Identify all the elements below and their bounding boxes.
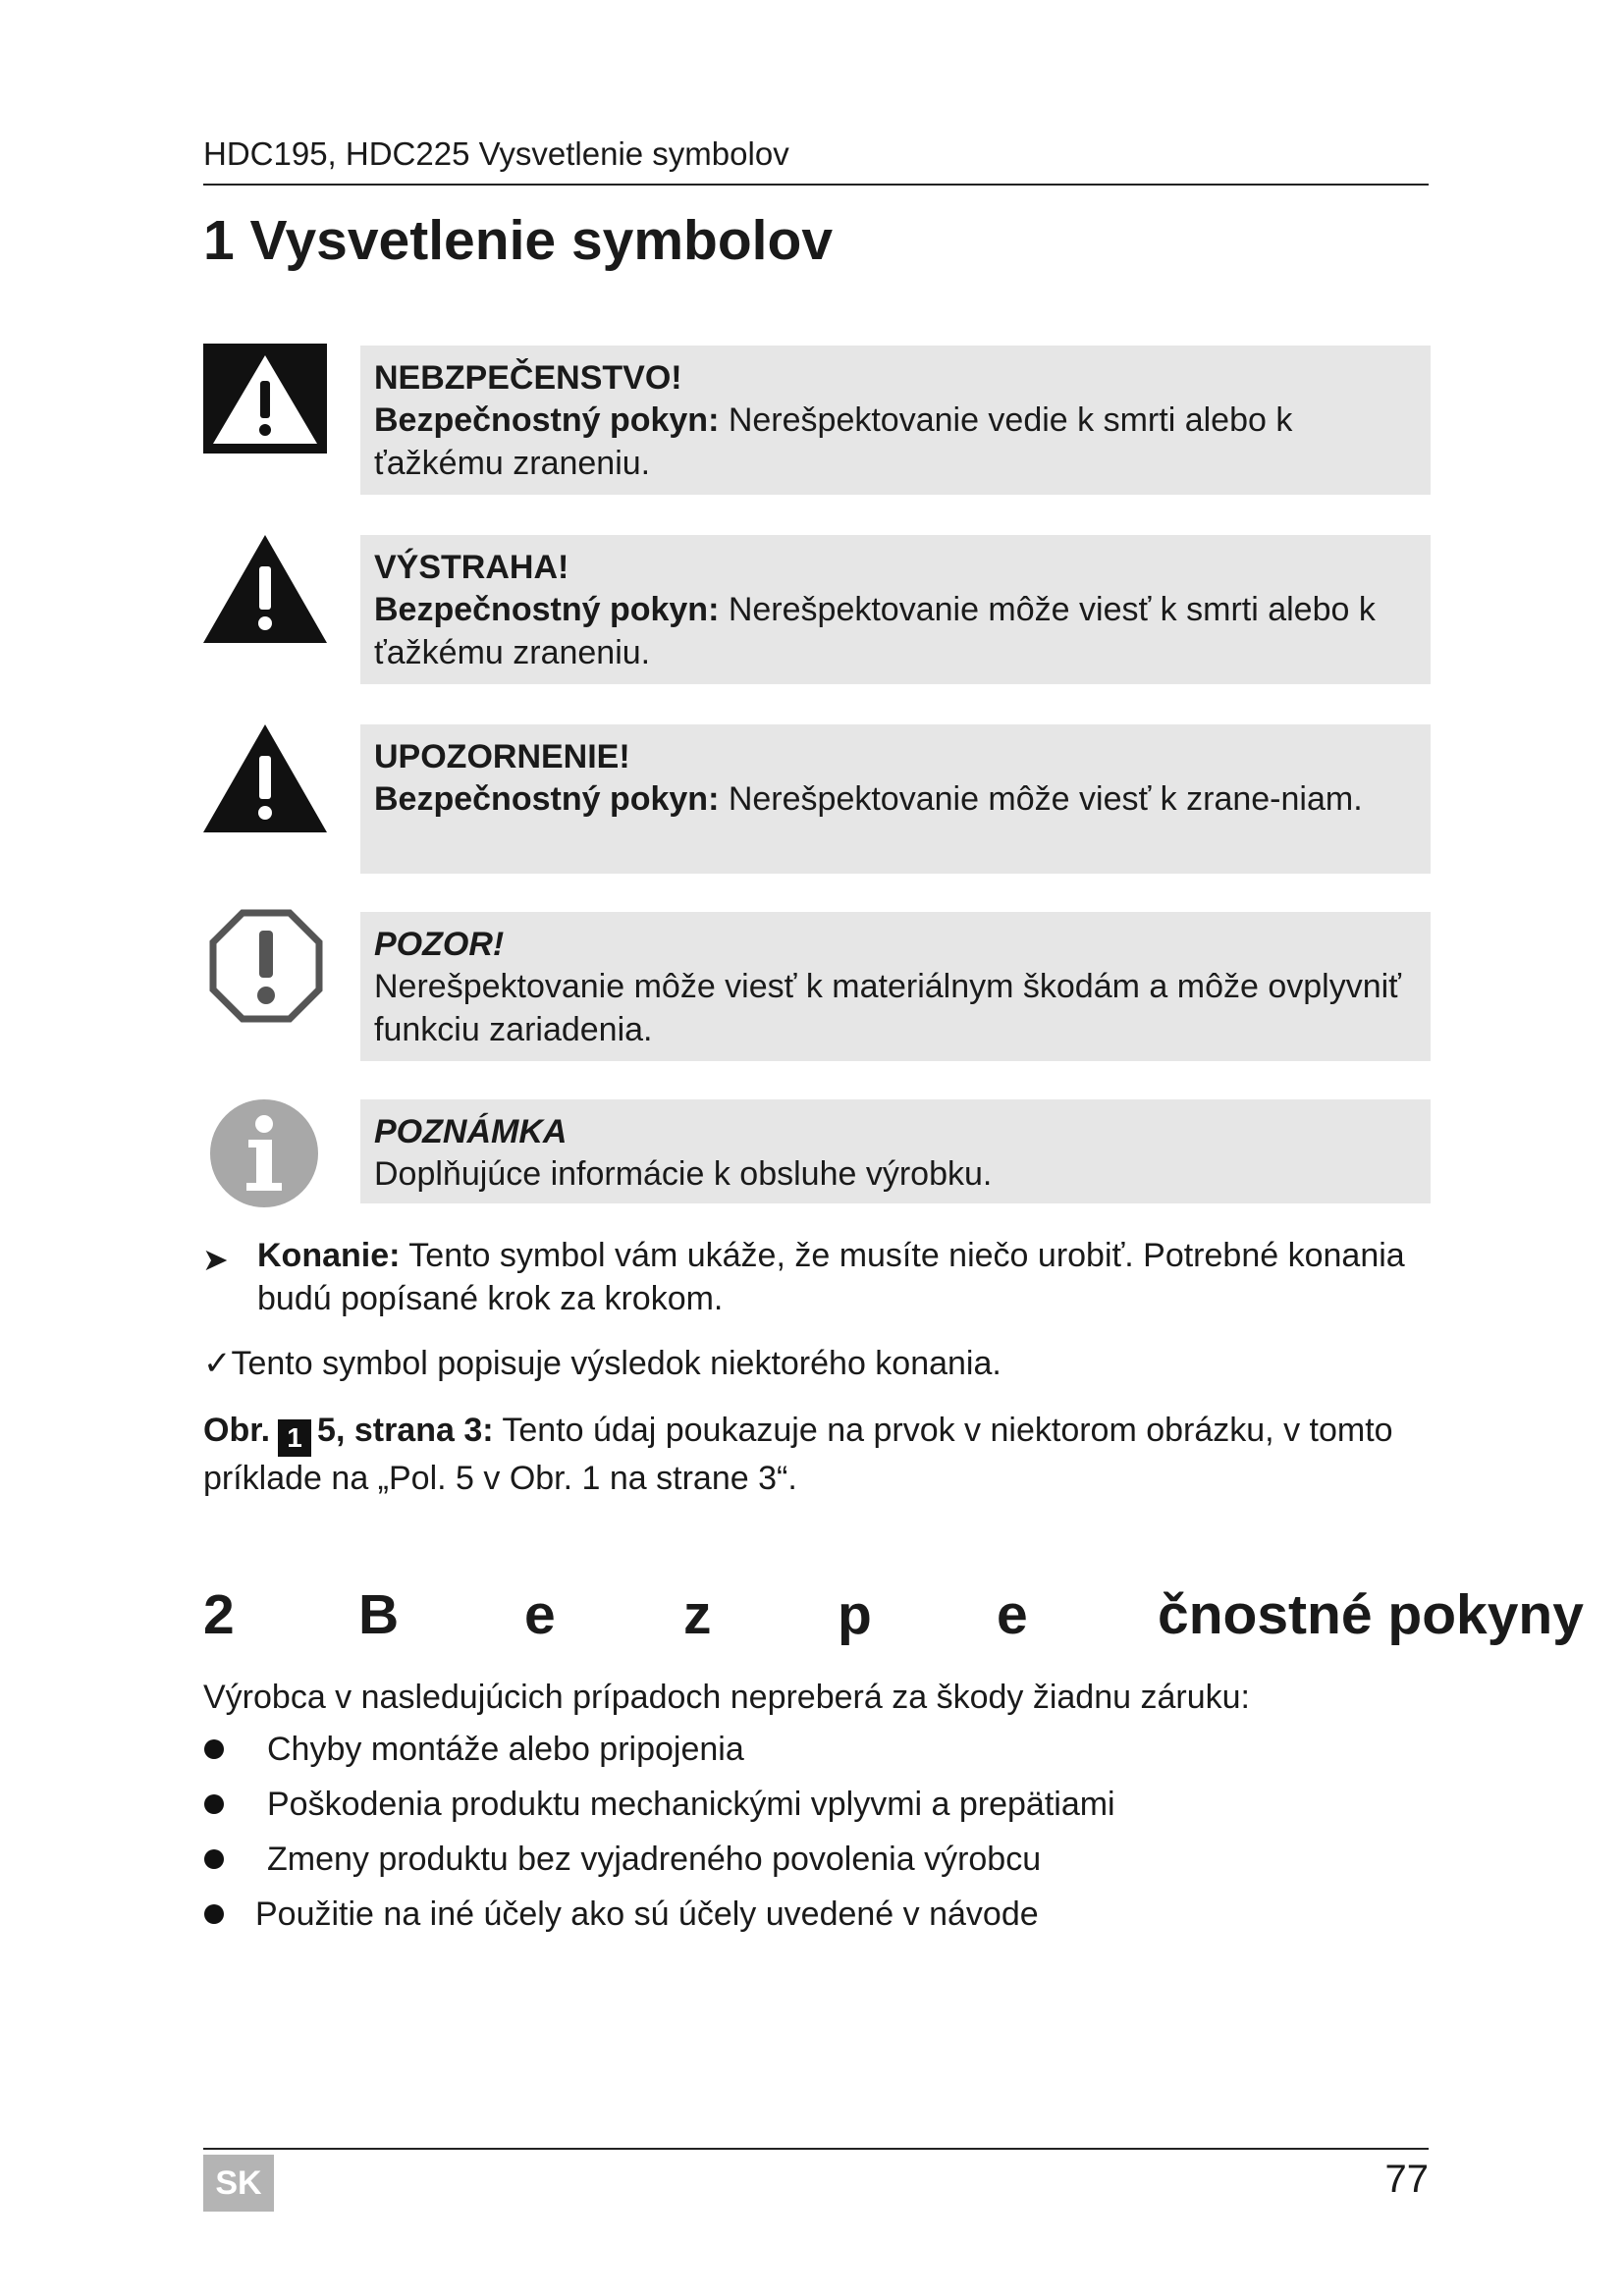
- notice-text: [374, 588, 1417, 674]
- header-rule: [203, 184, 1429, 186]
- section-2-title-part: B: [358, 1583, 400, 1646]
- bullet-item: Chyby montáže alebo pripojenia: [267, 1731, 744, 1768]
- action-label: Konanie:: [257, 1237, 401, 1274]
- notice-title: VÝSTRAHA!: [374, 549, 569, 586]
- bullet-item: Použitie na iné účely ako sú účely uvedené v návode: [255, 1896, 1039, 1933]
- figure-ref-text: Tento údaj poukazuje na prvok v niektorom obrázku, v tomto príklade na „Pol. 5 v Obr. 1 na strane 3“.: [203, 1412, 1393, 1497]
- action-text: Tento symbol vám ukáže, že musíte niečo urobiť. Potrebné konania budú popísané krok za krokom.: [257, 1237, 1405, 1317]
- bullet-dot: [204, 1739, 224, 1759]
- page-number: 77: [1384, 2158, 1429, 2201]
- notice-text: [374, 399, 1417, 485]
- action-paragraph: [257, 1234, 1416, 1320]
- notice-info: [360, 1099, 1431, 1203]
- danger-warning-triangle-boxed-icon: [203, 344, 329, 457]
- notice-label: Bezpečnostný pokyn:: [374, 401, 720, 439]
- notice-caution: [360, 724, 1431, 874]
- section-title: 1 Vysvetlenie symbolov: [203, 209, 834, 272]
- section-2-title-part: 2: [203, 1583, 235, 1646]
- notice-warning: [360, 535, 1431, 684]
- notice-body: Doplňujúce informácie k obsluhe výrobku.: [374, 1155, 993, 1193]
- section-2-title-part: z: [683, 1583, 712, 1646]
- result-paragraph: ✓Tento symbol popisuje výsledok niektorého konania.: [203, 1345, 1001, 1382]
- section-2-title: [203, 1582, 1624, 1651]
- notice-label: Bezpečnostný pokyn:: [374, 780, 720, 818]
- notice-title: NEBZPEČENSTVO!: [374, 359, 682, 397]
- caution-triangle-icon: [203, 722, 329, 836]
- notice-label: Bezpečnostný pokyn:: [374, 591, 720, 628]
- action-arrow-icon: ➤: [202, 1242, 229, 1277]
- bullet-item: Poškodenia produktu mechanickými vplyvmi a prepätiami: [267, 1786, 1115, 1823]
- figure-ref-label: Obr.: [203, 1412, 271, 1449]
- section-2-title-part: čnostné pokyny: [1158, 1583, 1584, 1646]
- section-2-title-part: e: [524, 1583, 556, 1646]
- notice-title: POZNÁMKA: [374, 1113, 568, 1150]
- footer-rule: [203, 2148, 1429, 2150]
- notice-title: UPOZORNENIE!: [374, 738, 630, 775]
- figure-number-badge: 1: [278, 1419, 311, 1457]
- section-2-title-part: e: [997, 1583, 1028, 1646]
- notice-attention: [360, 912, 1431, 1061]
- notice-body: Nerešpektovanie môže viesť k zrane-niam.: [719, 780, 1363, 818]
- bullet-dot: [204, 1904, 224, 1924]
- running-header: HDC195, HDC225 Vysvetlenie symbolov: [203, 135, 789, 172]
- bullet-dot: [204, 1794, 224, 1814]
- notice-body: Nerešpektovanie môže viesť k smrti alebo k ťažkému zraneniu.: [374, 591, 1376, 671]
- figure-ref-position: 5, strana 3:: [317, 1412, 494, 1449]
- notice-body: Nerešpektovanie môže viesť k materiálnym škodám a môže ovplyvniť funkciu zariadenia.: [374, 968, 1401, 1048]
- warning-triangle-icon: [203, 533, 329, 647]
- attention-octagon-icon: [203, 909, 329, 1023]
- bullet-item: Zmeny produktu bez vyjadreného povolenia výrobcu: [267, 1841, 1042, 1878]
- figure-reference-paragraph: [203, 1409, 1421, 1500]
- notice-title: POZOR!: [374, 926, 505, 963]
- section-2-intro: Výrobca v nasledujúcich prípadoch nepreberá za škody žiadnu záruku:: [203, 1679, 1250, 1716]
- section-2-title-part: p: [838, 1583, 872, 1646]
- info-circle-icon: [203, 1096, 329, 1210]
- bullet-dot: [204, 1849, 224, 1869]
- language-tab: SK: [203, 2155, 274, 2212]
- notice-body: Nerešpektovanie vedie k smrti alebo k ťažkému zraneniu.: [374, 401, 1293, 482]
- notice-danger: [360, 346, 1431, 495]
- notice-text: [374, 777, 1417, 821]
